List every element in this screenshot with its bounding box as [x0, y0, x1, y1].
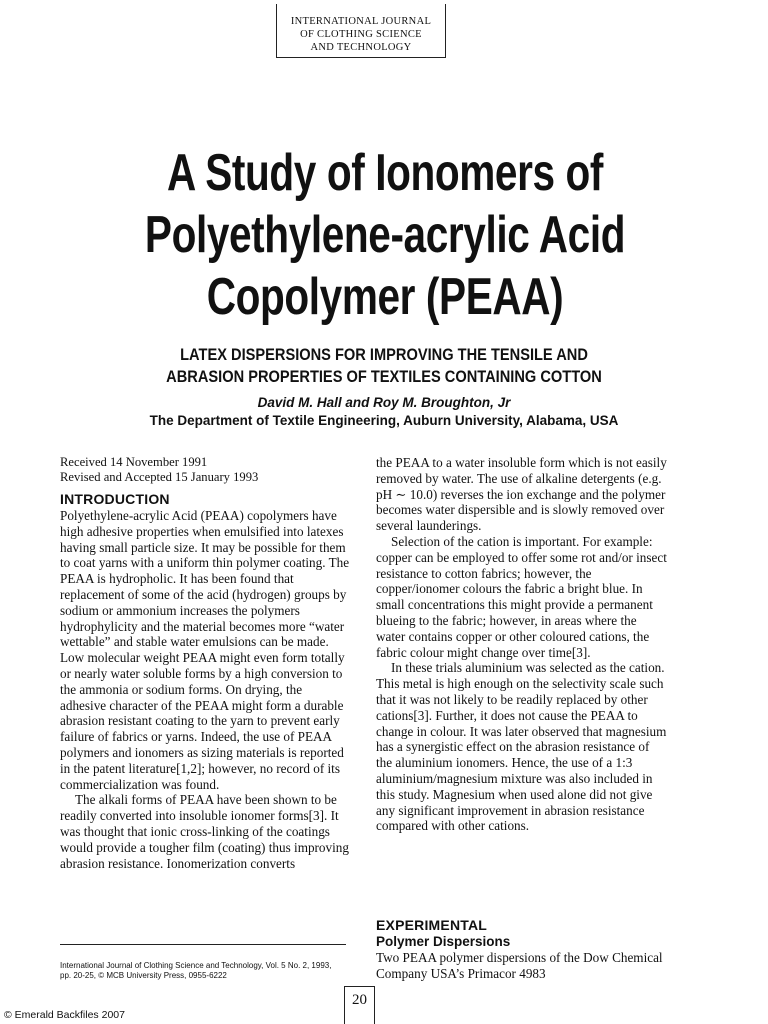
subtitle-line: ABRASION PROPERTIES OF TEXTILES CONTAINING COTTON [166, 367, 602, 386]
experimental-heading: EXPERIMENTAL [376, 917, 488, 933]
journal-name-line: INTERNATIONAL JOURNAL [290, 16, 432, 27]
body-paragraph: the PEAA to a water insoluble form which is not easily removed by water. The use of alkaline detergents (e.g. pH ∼ 10.0) reverses the ion exchange and the polymer becomes water dispersible and is slowly removed over several launderings. [376, 455, 667, 534]
dates [60, 455, 350, 485]
title-line: Copolymer (PEAA) [206, 268, 564, 326]
right-column [376, 455, 668, 834]
article-subtitle [126, 344, 642, 388]
experimental-section [376, 916, 668, 982]
footnote-line: pp. 20-25, © MCB University Press, 0955-6222 [60, 971, 227, 980]
received-date: Received 14 November 1991 [60, 455, 208, 469]
body-paragraph: Selection of the cation is important. For example: copper can be employed to offer some rot and/or insect resistance to cotton fabrics; however, the copper/ionomer colours the fabric a bright blue. In small concentrations this might provide a permanent blueing to the fabric; however, in areas where the water contains copper or other coloured cations, the fabric colour might change over time[3]. [376, 533, 667, 660]
affiliation: The Department of Textile Engineering, Auburn University, Alabama, USA [149, 413, 619, 428]
left-column [60, 455, 350, 871]
body-paragraph: Two PEAA polymer dispersions of the Dow Chemical Company USA’s Primacor 4983 [376, 950, 663, 981]
copyright-notice: © Emerald Backfiles 2007 [4, 1009, 125, 1021]
body-paragraph: In these trials aluminium was selected as the cation. This metal is high enough on the selectivity scale such that it was not likely to be readily replaced by other cations[3]. Further, it does not cause the PEAA to change in colour. It was later observed that magnesium has a synergistic effect on the abrasion resistance of the aluminium ionomers. Hence, the use of a 1:3 aluminium/magnesium mixture was also included in this study. Magnesium when used alone did not give any significant improvement in abrasion resistance compared with other cations. [376, 660, 667, 834]
authors: David M. Hall and Roy M. Broughton, Jr [257, 395, 511, 410]
body-paragraph: The alkali forms of PEAA have been shown to be readily converted into insoluble ionomer forms[3]. It was thought that ionic cross-linking of the coatings would provide a tougher film (coating) thus improving abrasion resistance. Ionomerization converts [60, 792, 349, 871]
subtitle-line: LATEX DISPERSIONS FOR IMPROVING THE TENSILE AND [180, 345, 588, 364]
title-line: A Study of Ionomers of [166, 144, 604, 202]
footnote-divider [60, 944, 346, 945]
title-line: Polyethylene-acrylic Acid [144, 206, 626, 264]
journal-name-line: AND TECHNOLOGY [310, 42, 412, 53]
footnote-line: International Journal of Clothing Science and Technology, Vol. 5 No. 2, 1993, [60, 961, 332, 970]
revised-date: Revised and Accepted 15 January 1993 [60, 470, 259, 484]
page-number: 20 [344, 986, 375, 1024]
article-title [132, 142, 639, 328]
journal-citation-footnote [60, 961, 350, 981]
journal-name-box [276, 4, 446, 58]
polymer-dispersions-subheading: Polymer Dispersions [376, 934, 511, 949]
body-paragraph: Polyethylene-acrylic Acid (PEAA) copolymers have high adhesive properties when emulsified into latexes having small particle size. It may be possible for them to coat yarns with a uniform thin polymer coating. The PEAA is hydropholic. It has been found that replacement of some of the acid (hydrogen) groups by sodium or ammonium increases the polymers hydrophylicity and the material becomes more “water wettable” and stable water emulsions can be made. Low molecular weight PEAA might even form totally or nearly water soluble forms by a high conversion to the ammonia or sodium forms. On drying, the adhesive character of the PEAA might form a durable abrasion resistant coating to the yarn to prevent early failure of fabrics or yarns. Indeed, the use of PEAA polymers and ionomers as sizing materials is reported in the patent literature[1,2]; however, no record of its commercialization was found. [60, 508, 350, 792]
journal-name-line: OF CLOTHING SCIENCE [300, 29, 422, 40]
introduction-heading: INTRODUCTION [60, 491, 170, 507]
